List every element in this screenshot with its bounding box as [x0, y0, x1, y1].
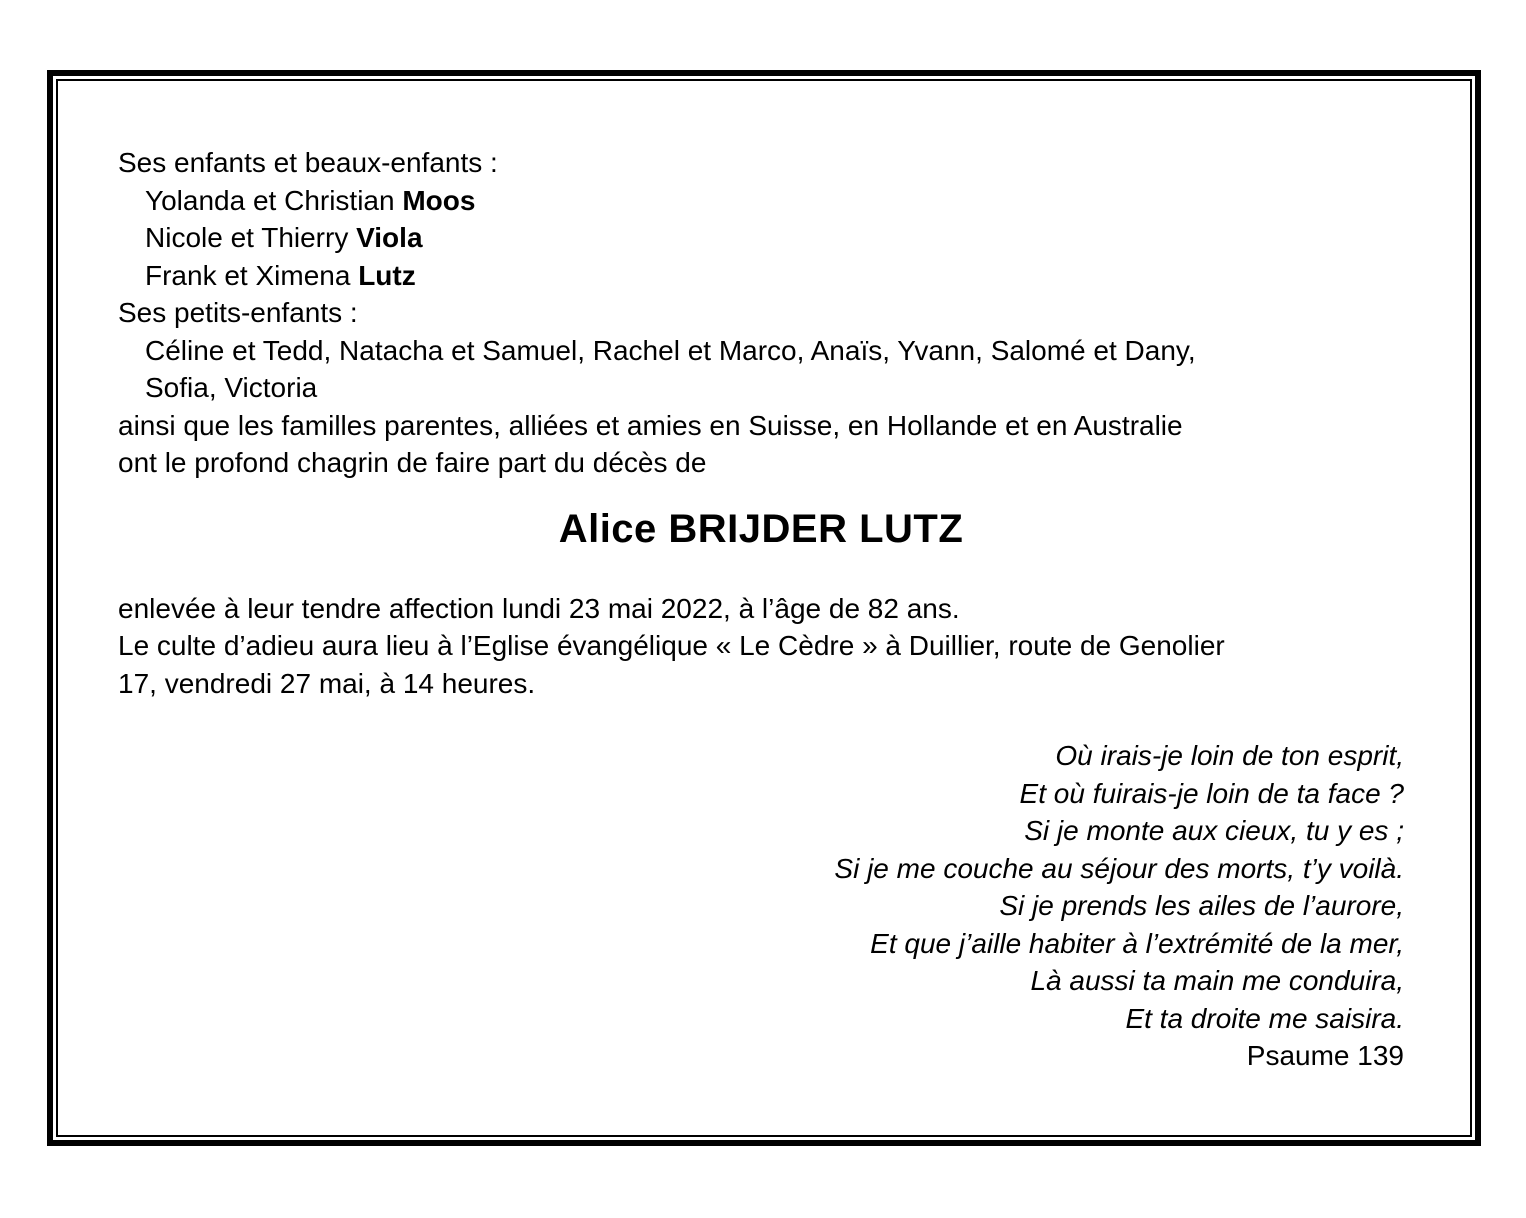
family-line	[118, 294, 1404, 332]
family-line-text: Sofia, Victoria	[145, 372, 318, 403]
family-list	[118, 144, 1404, 482]
family-line	[118, 144, 1404, 182]
family-line	[118, 257, 1404, 295]
family-line-text: Frank et Ximena	[145, 259, 359, 291]
psalm-line: Si je prends les ailes de l’aurore,	[999, 890, 1404, 921]
family-line	[118, 219, 1404, 257]
family-line	[118, 444, 1404, 482]
psalm-line: Si je me couche au séjour des morts, t’y voilà.	[834, 852, 1404, 884]
family-line-text: ainsi que les familles parentes, alliées et amies en Suisse, en Hollande et en Australie	[118, 409, 1183, 441]
surname-bold: Moos	[402, 184, 476, 216]
surname-bold: Viola	[356, 222, 423, 253]
announcement-line: 17, vendredi 27 mai, à 14 heures.	[118, 667, 536, 699]
memorial-card	[56, 79, 1472, 1137]
family-line-text: Yolanda et Christian	[145, 184, 403, 216]
psalm-line: Et que j’aille habiter à l’extrémité de la mer,	[870, 927, 1404, 959]
family-line	[118, 332, 1404, 370]
family-line	[118, 407, 1404, 445]
psalm-line: Et ta droite me saisira.	[1125, 1002, 1404, 1034]
announcement-line: Le culte d’adieu aura lieu à l’Eglise évangélique « Le Cèdre » à Duillier, route de Genolier	[118, 630, 1225, 661]
psalm-quote	[118, 737, 1404, 1075]
family-line	[118, 369, 1404, 407]
memorial-card-border	[47, 70, 1481, 1146]
announcement-line: enlevée à leur tendre affection lundi 23 mai 2022, à l’âge de 82 ans.	[118, 592, 960, 624]
psalm-line: Là aussi ta main me conduira,	[1030, 965, 1404, 996]
family-line-text: ont le profond chagrin de faire part du décès de	[118, 447, 707, 478]
announcement	[118, 590, 1404, 703]
deceased-name: Alice BRIJDER LUTZ	[558, 506, 964, 551]
family-line-text: Nicole et Thierry	[145, 222, 357, 253]
psalm-reference: Psaume 139	[1246, 1040, 1404, 1071]
family-line	[118, 182, 1404, 220]
psalm-line: Et où fuirais-je loin de ta face ?	[1019, 777, 1404, 809]
psalm-line: Si je monte aux cieux, tu y es ;	[1024, 815, 1404, 846]
surname-bold: Lutz	[358, 259, 416, 291]
family-line-text: Ses enfants et beaux-enfants :	[118, 147, 498, 178]
psalm-line: Où irais-je loin de ton esprit,	[1055, 740, 1404, 771]
family-line-text: Céline et Tedd, Natacha et Samuel, Rachel et Marco, Anaïs, Yvann, Salomé et Dany,	[145, 334, 1196, 366]
family-line-text: Ses petits-enfants :	[118, 297, 358, 328]
